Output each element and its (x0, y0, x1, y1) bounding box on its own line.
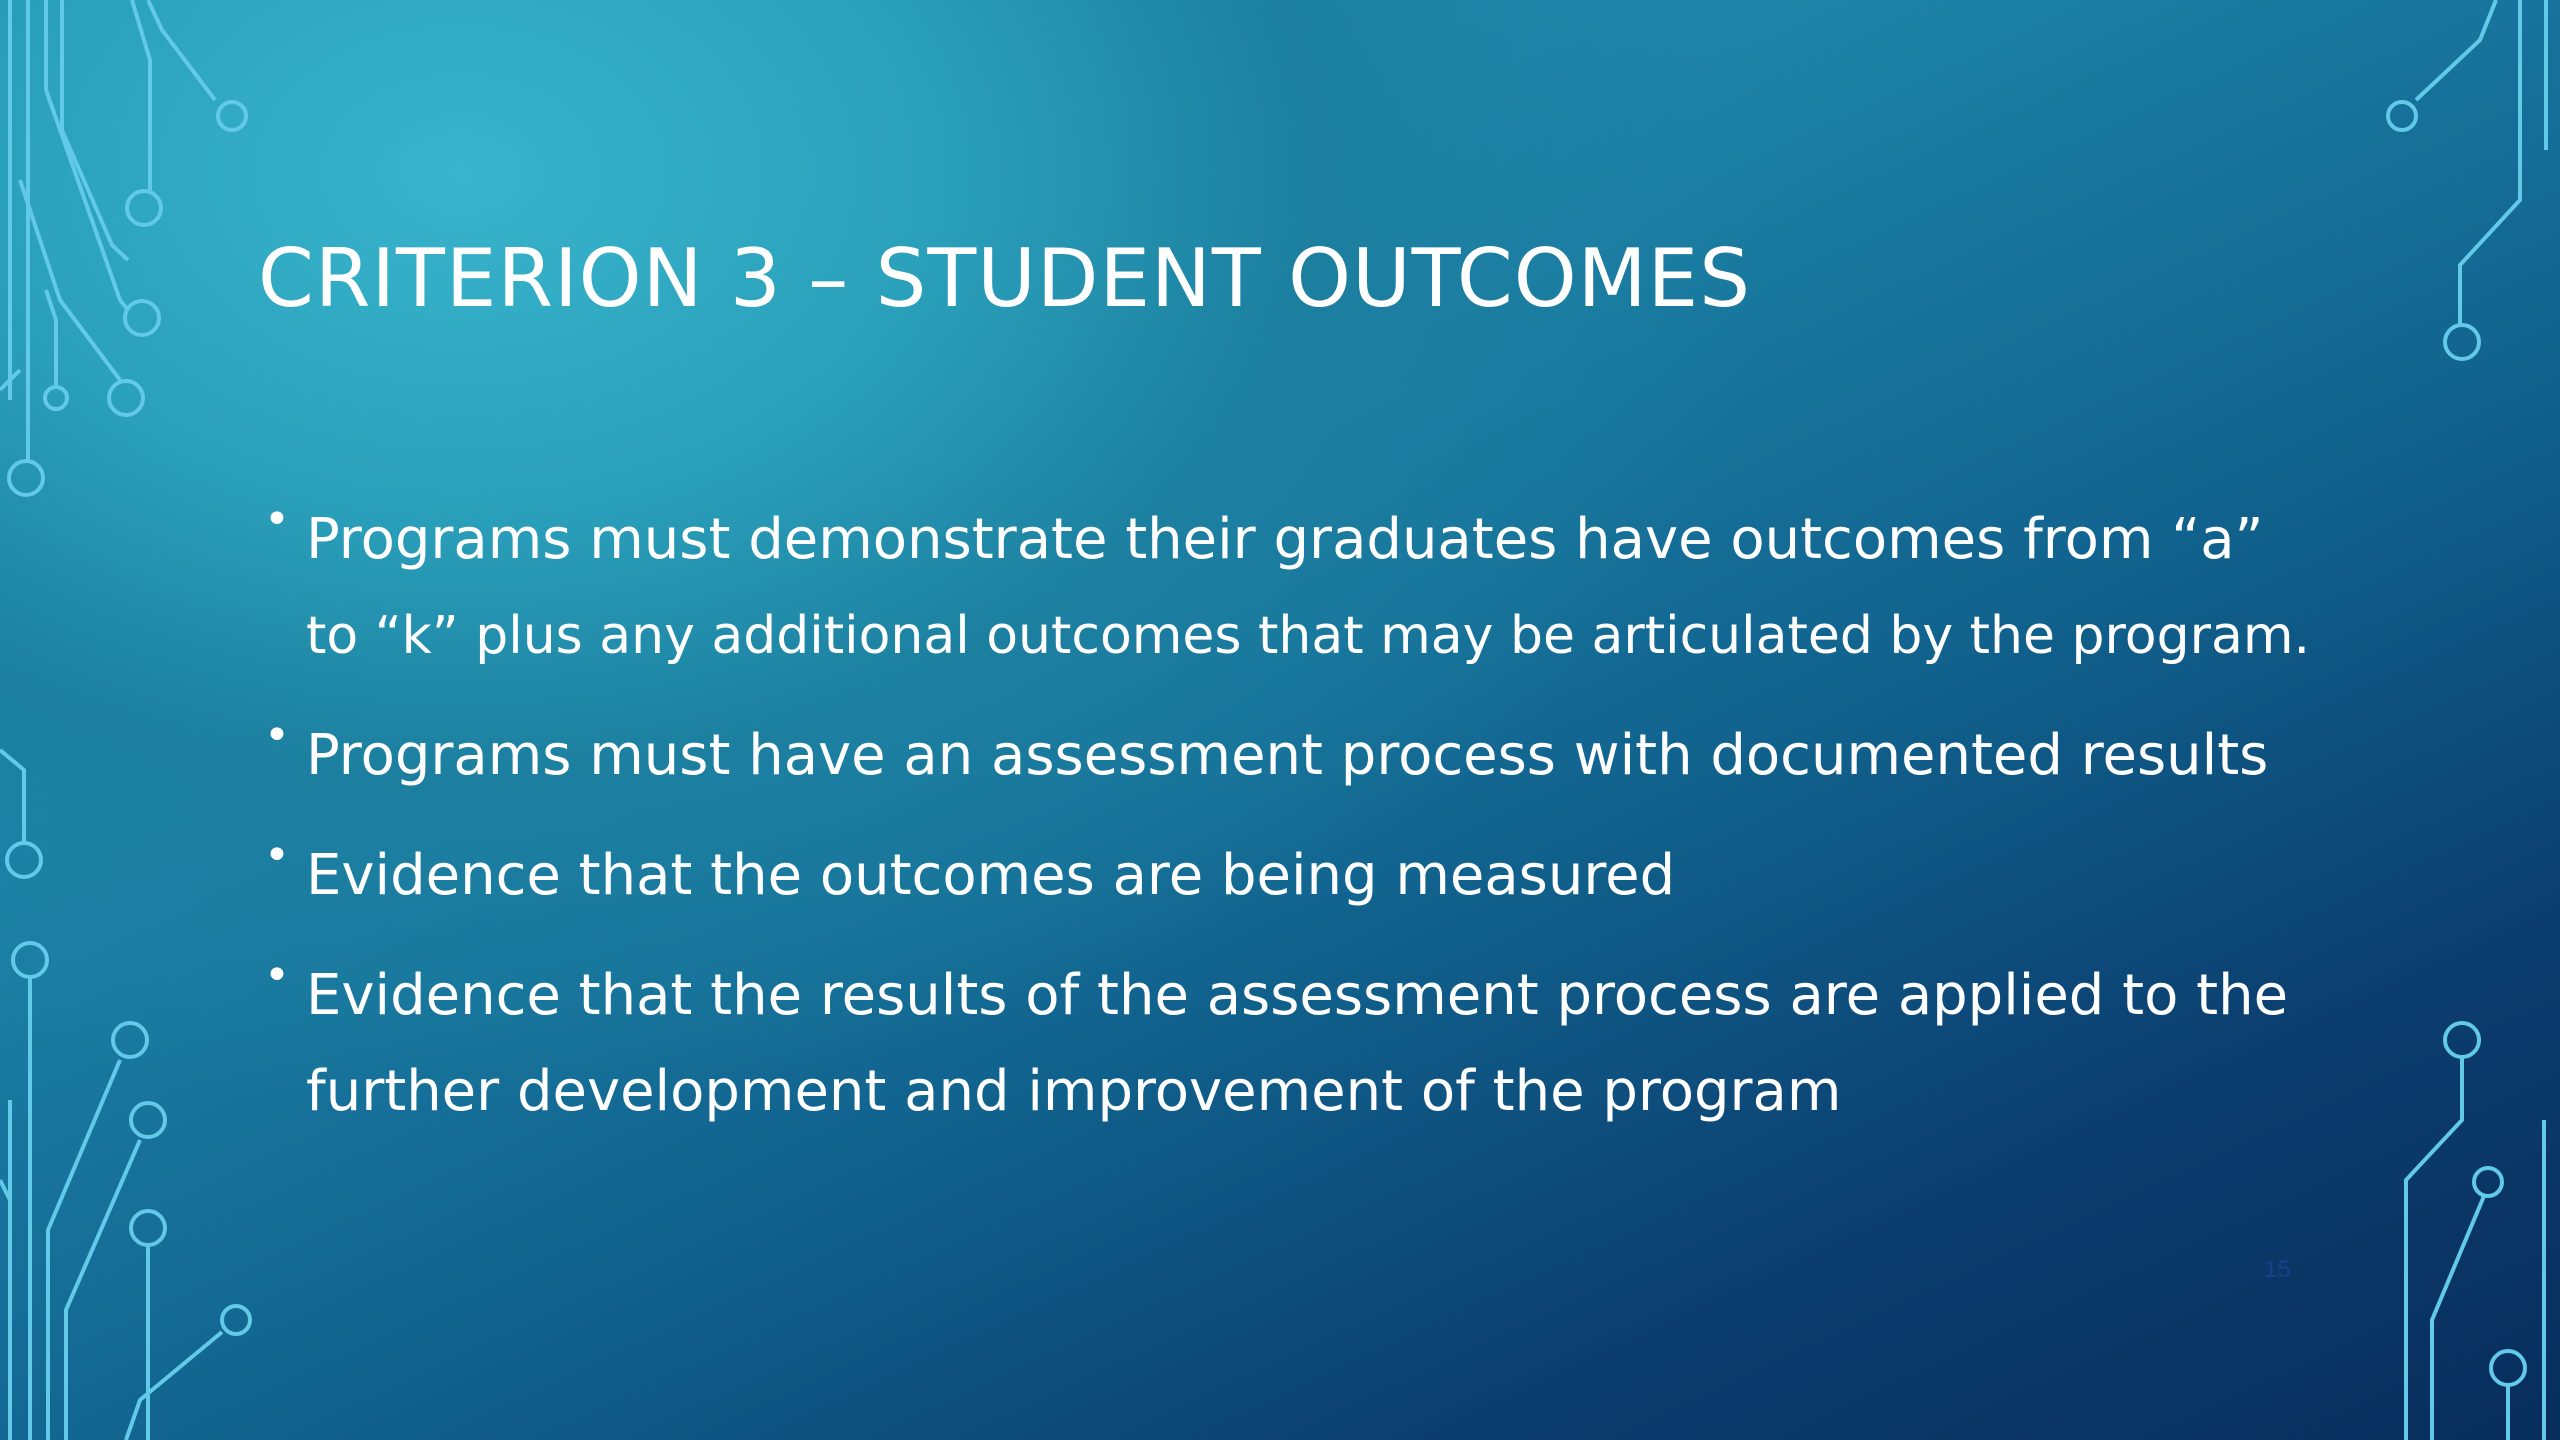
circuit-trace-left-top-icon (0, 0, 246, 495)
page-number: 15 (2264, 1256, 2291, 1283)
bullet-text: Evidence that the results of the assessment process are applied to the further development and improvement of the program (306, 963, 2289, 1124)
bullet-dot-icon: • (264, 494, 290, 545)
circuit-trace-left-bottom-icon (0, 750, 250, 1440)
circuit-trace-right-bottom-icon (2406, 1023, 2544, 1440)
bullet-item (258, 708, 2338, 804)
bullet-text-line2: to “k” plus any additional outcomes that may be articulated by the program. (306, 606, 2311, 666)
bullet-dot-icon: • (264, 710, 290, 761)
bullet-item (258, 828, 2338, 924)
circuit-trace-right-top-icon (2388, 0, 2546, 359)
bullet-item (258, 492, 2338, 684)
bullet-text: Evidence that the outcomes are being measured (306, 843, 1676, 908)
bullet-item (258, 948, 2338, 1140)
bullet-dot-icon: • (264, 950, 290, 1001)
bullet-text: Programs must have an assessment process with documented results (306, 723, 2269, 788)
bullet-text-line1: Programs must demonstrate their graduates have outcomes from “a” (306, 507, 2264, 572)
bullet-list (258, 492, 2338, 1140)
slide-title: CRITERION 3 – STUDENT OUTCOMES (258, 232, 1752, 325)
bullet-dot-icon: • (264, 830, 290, 881)
